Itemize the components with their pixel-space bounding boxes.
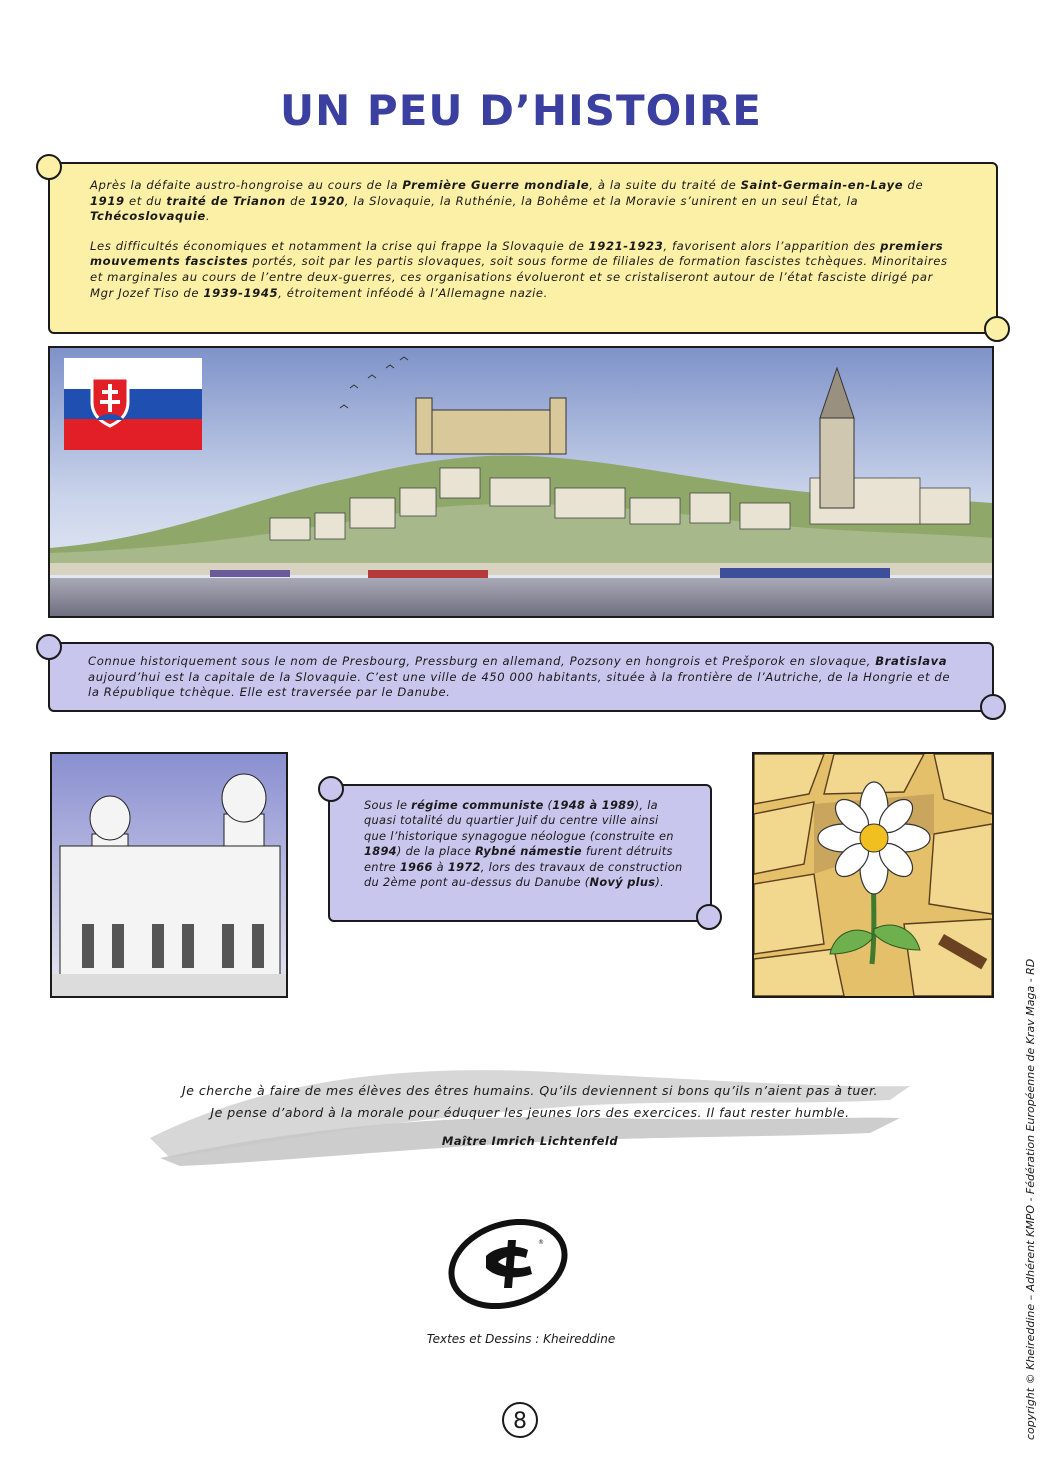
bold-span: 1966 [399, 859, 433, 874]
text-span: portés, soit par les partis slovaques, soit sous forme de filiales de formation fascistes tchèques. Minoritaires et marginales au cours de l’entre deux-guerres, ces organisations évolueront et se cristaliseront autour de l’état fasciste dirigé par Mgr Jozef Tiso de [90, 254, 948, 300]
text-span: . [205, 209, 211, 224]
text-span: ), la quasi totalité du quartier Juif du centre ville ainsi que l’historique synagogue néologue (construite en [364, 798, 674, 843]
text-span: ( [543, 798, 553, 812]
bratislava-panorama [48, 346, 994, 618]
text-span: , à la suite du traité de [589, 178, 741, 192]
bold-span: premiers mouvements fascistes [90, 238, 944, 269]
quote-line: Je cherche à faire de mes élèves des êtres humains. Qu’ils deviennent si bons qu’ils n’aient pas à tuer. [182, 1083, 878, 1098]
scroll-curl-decoration [696, 904, 722, 930]
flower-drawing [754, 754, 992, 996]
bold-span: Rybné námestie [475, 844, 582, 859]
bold-span: traité de Trianon [166, 193, 286, 208]
text-span: , étroitement inféodé à l’Allemagne nazie. [278, 285, 548, 300]
bold-span: 1919 [90, 193, 125, 208]
bold-span: Tchécoslovaquie [90, 209, 206, 224]
flag-blue-stripe [64, 389, 202, 420]
credits-text: Textes et Dessins : Kheireddine [426, 1332, 616, 1346]
city-paragraph [88, 654, 952, 701]
bold-span: 1972 [447, 859, 481, 874]
intro-scroll [48, 162, 998, 334]
scroll-curl-decoration [36, 154, 62, 180]
text-span: Sous le [364, 798, 412, 812]
krav-maga-logo-icon [446, 1210, 570, 1318]
text-span: et du [124, 193, 167, 208]
bold-span: Bratislava [875, 654, 948, 668]
synagogue-drawing [52, 754, 286, 996]
bold-span: 1939-1945 [203, 285, 279, 300]
quote-line: Je pense d’abord à la morale pour éduquer les jeunes lors des exercices. Il faut rester humble. [210, 1105, 850, 1120]
scroll-curl-decoration [984, 316, 1010, 342]
text-span: Après la défaite austro-hongroise au cours de la [90, 178, 403, 192]
text-span: Les difficultés économiques et notamment la crise qui frappe la Slovaquie de [90, 238, 589, 253]
bold-span: 1921-1923 [588, 238, 664, 253]
text-span: , la Slovaquie, la Ruthénie, la Bohême et la Moravie s’unirent en un seul État, la [344, 193, 859, 208]
flag-white-stripe [64, 358, 202, 389]
text-span: aujourd’hui est la capitale de la Slovaquie. C’est une ville de 450 000 habitants, située à la frontière de l’Autriche, de la Hongrie et de la République tchèque. Elle est traversée par le Danube. [88, 669, 951, 700]
bold-span: 1948 à 1989 [552, 798, 635, 812]
text-span: , lors des travaux de construction du 2ème pont au-dessus du Danube ( [364, 859, 683, 890]
text-span: Connue historiquement sous le nom de Presbourg, Pressburg en allemand, Pozsony en hongrois et Prešporok en slovaque, [88, 654, 876, 668]
bold-span: régime communiste [411, 798, 544, 812]
bold-span: 1894 [364, 844, 397, 859]
bold-span: Première Guerre mondiale [402, 178, 590, 192]
bold-span: 1920 [310, 193, 345, 208]
quote-block [150, 1080, 910, 1152]
intro-paragraph-1 [90, 178, 952, 225]
scroll-curl-decoration [318, 776, 344, 802]
text-span: furent détruits entre [364, 844, 673, 874]
scroll-curl-decoration [980, 694, 1006, 720]
text-span: ) de la place [396, 844, 476, 859]
bold-span: Nový plus [589, 875, 656, 890]
svg-text:®: ® [538, 1239, 544, 1246]
synagogue-paragraph [364, 798, 684, 890]
flower-rubble-illustration [752, 752, 994, 998]
text-span: à [432, 859, 448, 874]
intro-paragraph-2 [90, 239, 952, 301]
quote-author: Maître Imrich Lichtenfeld [441, 1134, 619, 1148]
text-span: ). [655, 875, 665, 890]
text-span: de [903, 178, 924, 192]
copyright-text: copyright © Kheireddine – Adhérent KMPO - Fédération Européenne de Krav Maga - RD [1024, 958, 1037, 1440]
coat-of-arms-icon [90, 376, 130, 428]
text-span: de [285, 193, 311, 208]
bold-span: Saint-Germain-en-Laye [740, 178, 904, 192]
scroll-curl-decoration [36, 634, 62, 660]
flag-red-stripe [64, 419, 202, 450]
synagogue-scroll [328, 784, 712, 922]
page-title: UN PEU D’HISTOIRE [280, 86, 762, 135]
synagogue-illustration [50, 752, 288, 998]
page-number: 8 [502, 1402, 538, 1438]
slovak-flag-icon [64, 358, 202, 450]
text-span: , favorisent alors l’apparition des [663, 238, 881, 253]
city-scroll [48, 642, 994, 712]
